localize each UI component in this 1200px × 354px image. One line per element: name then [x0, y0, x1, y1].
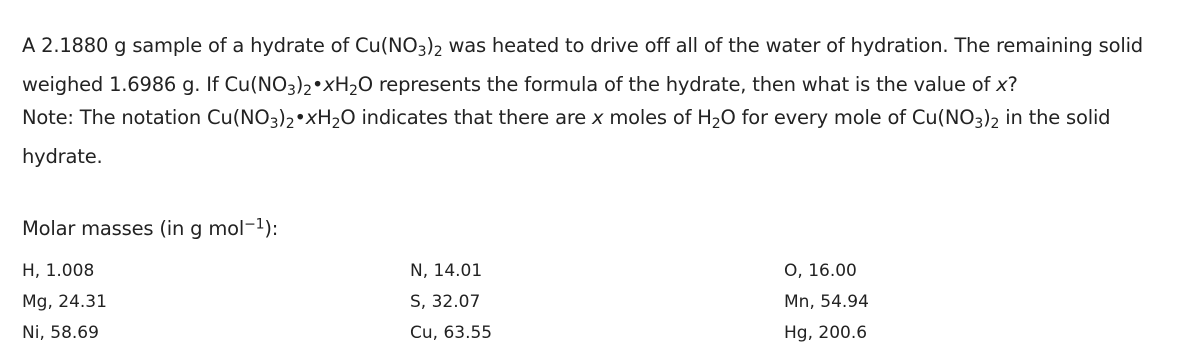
molar-mass-entry: Hg, 200.6: [784, 323, 868, 343]
question-text: A 2.1880 g sample of a hydrate of Cu(NO: [22, 34, 418, 57]
note-text: O for every mole of Cu(NO: [720, 106, 975, 129]
note-paragraph: [22, 98, 1170, 176]
subscript: 2: [990, 115, 1000, 132]
molar-mass-entry: Mn, 54.94: [784, 292, 869, 312]
question-text: was heated to drive off all of the water of hydration. The remaining solid weighed 1.6986 g. If Cu(NO: [22, 34, 1143, 96]
note-text: O indicates that there are: [340, 106, 593, 129]
subscript: 3: [417, 43, 427, 60]
molar-mass-entry: S, 32.07: [410, 292, 481, 312]
molar-masses-table: [22, 256, 1172, 349]
molar-masses-heading: [22, 214, 278, 244]
heading-text: Molar masses (in g mol: [22, 217, 245, 240]
note-text: H: [317, 106, 332, 129]
subscript: 2: [331, 115, 341, 132]
molar-mass-entry: H, 1.008: [22, 261, 95, 281]
subscript: 2: [285, 115, 295, 132]
note-text: in the solid hydrate.: [22, 106, 1111, 168]
subscript: 2: [433, 43, 443, 60]
subscript: 3: [287, 82, 296, 99]
variable-x: x: [592, 106, 604, 129]
superscript: −1: [244, 216, 265, 233]
subscript: 2: [349, 82, 358, 99]
hydrate-dot: •: [311, 73, 324, 96]
variable-x: x: [996, 73, 1008, 96]
variable-x: x: [305, 106, 318, 129]
note-text: moles of H: [603, 106, 712, 129]
hydrate-dot: •: [294, 106, 306, 129]
molar-mass-entry: Cu, 63.55: [410, 323, 493, 343]
molar-mass-entry: Ni, 58.69: [22, 323, 99, 343]
note-text: ): [278, 106, 286, 129]
question-text: O represents the formula of the hydrate, then what is the value of: [357, 73, 997, 96]
subscript: 3: [269, 115, 279, 132]
heading-text: ):: [264, 217, 279, 240]
variable-x: x: [323, 73, 335, 96]
molar-mass-entry: O, 16.00: [784, 261, 857, 281]
subscript: 2: [303, 82, 312, 99]
note-text: Note: The notation Cu(NO: [22, 106, 270, 129]
molar-mass-entry: Mg, 24.31: [22, 292, 107, 312]
question-text: ?: [1007, 73, 1018, 96]
molar-mass-entry: N, 14.01: [410, 261, 483, 281]
question-paragraph: [22, 26, 1170, 104]
question-text: ): [295, 73, 304, 96]
question-text: ): [426, 34, 434, 57]
note-text: ): [983, 106, 991, 129]
subscript: 2: [711, 115, 721, 132]
question-text: H: [334, 73, 350, 96]
subscript: 3: [974, 115, 984, 132]
